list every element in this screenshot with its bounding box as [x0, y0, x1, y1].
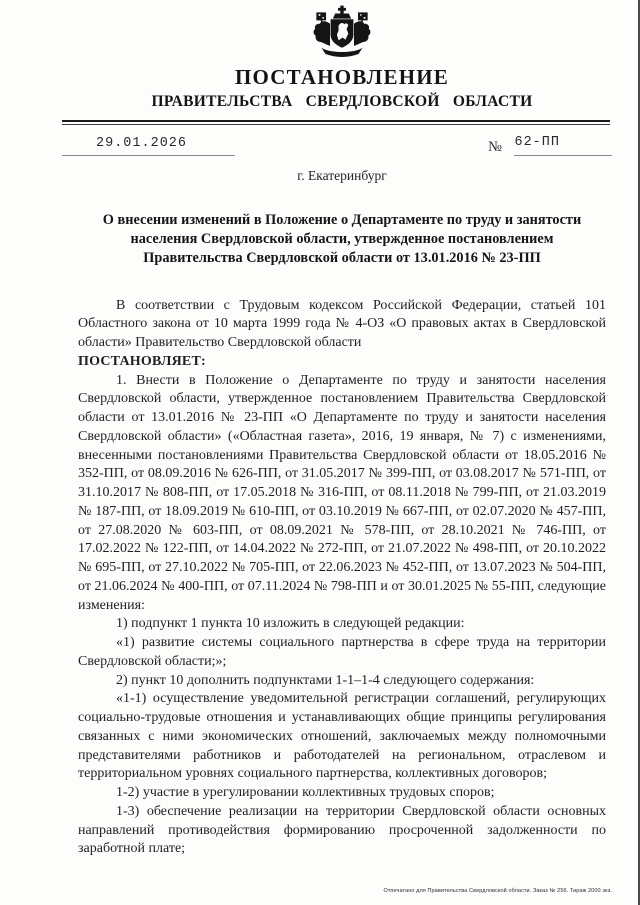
date-underline [62, 155, 235, 156]
date-number-row [78, 134, 606, 161]
paragraph-intro: В соответствии с Трудовым кодексом Российской Федерации, статьей 101 Областного закона от 10 марта 1999 года № 4-ОЗ «О правовых актах в Свердловской области» Правительство Свердловской области [78, 297, 606, 350]
document-title: О внесении изменений в Положение о Департаменте по труду и занятости населения Свердловской области, утвержденное постановлением Правительства Свердловской области от 13.01.2016 № 23-ПП [102, 211, 582, 266]
document-body [78, 297, 606, 860]
paragraph-1: 1. Внести в Положение о Департаменте по труду и занятости населения Свердловской области, утвержденное постановлением Правительства Свердловской области от 13.01.2016 № 23-ПП «О Департаменте по труду и занятости населения Свердловской области» («Областная газета», 2016, 19 января, № 7) с изменениями, внесенными постановлениями Правительства Свердловской области от 18.05.2016 № 352-ПП, от 08.09.2016 № 626-ПП, от 31.05.2017 № 399-ПП, от 03.08.2017 № 571-ПП, от 31.10.2017 № 808-ПП, от 17.05.2018 № 316-ПП, от 08.11.2018 № 799-ПП, от 21.03.2019 № 187-ПП, от 18.09.2019 № 610-ПП, от 03.10.2019 № 667-ПП, от 02.07.2020 № 457-ПП, от 27.08.2020 № 603-ПП, от 08.09.2021 № 578-ПП, от 28.10.2021 № 746-ПП, от 17.02.2022 № 122-ПП, от 14.04.2022 № 272-ПП, от 21.07.2022 № 498-ПП, от 20.10.2022 № 695-ПП, от 27.10.2022 № 705-ПП, от 22.06.2023 № 452-ПП, от 13.07.2023 № 504-ПП, от 21.06.2024 № 400-ПП, от 07.11.2024 № 798-ПП и от 30.01.2025 № 55-ПП, следующие изменения: [78, 372, 606, 613]
document-date: 29.01.2026 [96, 135, 188, 151]
paragraph-quote-1-2: 1-2) участие в урегулировании коллективных трудовых споров; [116, 785, 495, 800]
paragraph-subitem-1: 1) подпункт 1 пункта 10 изложить в следующей редакции: [116, 616, 465, 632]
paragraph-quote-1-3: 1-3) обеспечение реализации на территории Свердловской области основных направлений противодействия формированию просроченной задолженности по заработной плате; [78, 803, 606, 857]
number-sign: № [488, 138, 502, 155]
issuing-authority-heading: ПРАВИТЕЛЬСТВА СВЕРДЛОВСКОЙ ОБЛАСТИ [151, 93, 533, 110]
paragraph-subitem-2: 2) пункт 10 дополнить подпунктами 1-1–1-4 следующего содержания: [116, 672, 535, 688]
sverdlovsk-coat-of-arms-icon [304, 49, 380, 66]
header-divider [62, 120, 610, 125]
emblem-container [78, 0, 606, 63]
print-shop-note: Отпечатано для Правительства Свердловской области. Заказ № 256. Тираж 2000 экз. [383, 888, 612, 894]
number-underline [514, 155, 612, 156]
paragraph-quote-1: «1) развитие системы социального партнерства в сфере труда на территории Свердловской области;»; [78, 635, 606, 669]
document-number: 62-ПП [514, 134, 560, 150]
paragraph-quote-1-1: «1-1) осуществление уведомительной регистрации соглашений, регулирующих социально-трудовые отношения и устанавливающих общие принципы регулирования связанных с ними экономических отношений, заключаемых между полномочными представителями работников и работодателей на региональном, отраслевом и территориальном уровнях социального партнерства, коллективных договоров; [78, 691, 606, 782]
resolves-heading: ПОСТАНОВЛЯЕТ: [78, 353, 206, 369]
document-kind-heading: ПОСТАНОВЛЕНИЕ [234, 65, 450, 89]
place-of-issue: г. Екатеринбург [297, 167, 387, 183]
